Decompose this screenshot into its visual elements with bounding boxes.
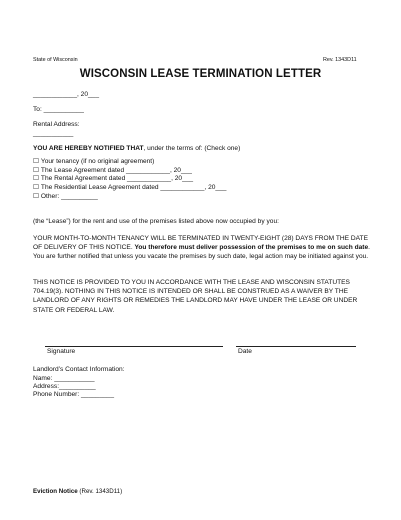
termination-text-1: YOUR MONTH-TO-MONTH TENANCY WILL BE TERMINATED IN TWENTY-EIGHT (28) DAYS FROM THE DATE OF DELIVERY OF THIS NOTICE. (33, 235, 368, 252)
check-option-other[interactable] (33, 193, 226, 202)
statute-paragraph: THIS NOTICE IS PROVIDED TO YOU IN ACCORDANCE WITH THE LEASE AND WISCONSIN STATUTES 704.19(3). NOTHING IN THIS NOTICE IS INTENDED OR SHALL BE CONSTRUED AS A WAIVER BY THE LANDLORD OF ANY RIGHTS OR REMEDIES THE LANDLORD MAY HAVE UNDER THE LEASE OR UNDER STATE OR FEDERAL LAW. (33, 279, 358, 314)
check-options (33, 158, 226, 202)
termination-paragraph (33, 234, 371, 262)
footer-bold: Eviction Notice (33, 488, 78, 495)
landlord-name-line: Name: ___________ (33, 375, 95, 382)
check-option-label: The Lease Agreement dated ____________, 20___ (40, 166, 192, 174)
date-signature-line[interactable] (236, 346, 356, 347)
check-option-residential[interactable] (33, 184, 226, 193)
check-option-label: The Rental Agreement dated ____________, 20___ (40, 175, 194, 183)
page-footer (33, 488, 122, 495)
checkbox-icon[interactable]: ☐ (33, 175, 39, 183)
check-option-tenancy[interactable] (33, 158, 226, 167)
rental-address-blank: ___________ (33, 130, 74, 137)
landlord-contact-heading: Landlord’s Contact Information: (33, 366, 125, 373)
footer-rest: (Rev. 1343D11) (77, 488, 123, 495)
termination-bold: You therefore must deliver possession of the premises to me on such date (134, 244, 369, 252)
check-option-rental[interactable] (33, 175, 226, 184)
check-option-label: The Residential Lease Agreement dated ____________, 20___ (40, 184, 227, 192)
notice-bold: YOU ARE HEREBY NOTIFIED THAT (33, 145, 144, 152)
landlord-address-line: Address:__________ (33, 383, 96, 390)
checkbox-icon[interactable]: ☐ (33, 184, 39, 192)
rental-address-label: Rental Address: (33, 121, 80, 128)
signature-line[interactable] (45, 346, 223, 347)
landlord-phone-line: Phone Number: _________ (33, 391, 115, 398)
check-option-label: Other: __________ (40, 192, 98, 200)
state-label: State of Wisconsin (33, 57, 78, 63)
check-option-label: Your tenancy (if no original agreement) (40, 158, 155, 165)
checkbox-icon[interactable]: ☐ (33, 192, 39, 200)
lease-premises-line: (the “Lease”) for the rent and use of the premises listed above now occupied by you: (33, 218, 279, 225)
date-line: ____________, 20___ (33, 91, 100, 98)
revision-label: Rev. 1343D11 (323, 57, 357, 63)
termination-text-2: . You are further notified that unless you vacate the premises by such date, legal action may be initiated against you. (33, 244, 370, 261)
signature-label: Signature (47, 348, 76, 355)
document-title: WISCONSIN LEASE TERMINATION LETTER (79, 68, 322, 80)
notice-rest: , under the terms of: (Check one) (143, 145, 241, 152)
checkbox-icon[interactable]: ☐ (33, 158, 39, 165)
checkbox-icon[interactable]: ☐ (33, 166, 39, 174)
check-option-lease[interactable] (33, 167, 226, 176)
notice-line (33, 145, 240, 154)
to-line: To: ___________ (33, 106, 84, 113)
date-label: Date (238, 348, 252, 355)
